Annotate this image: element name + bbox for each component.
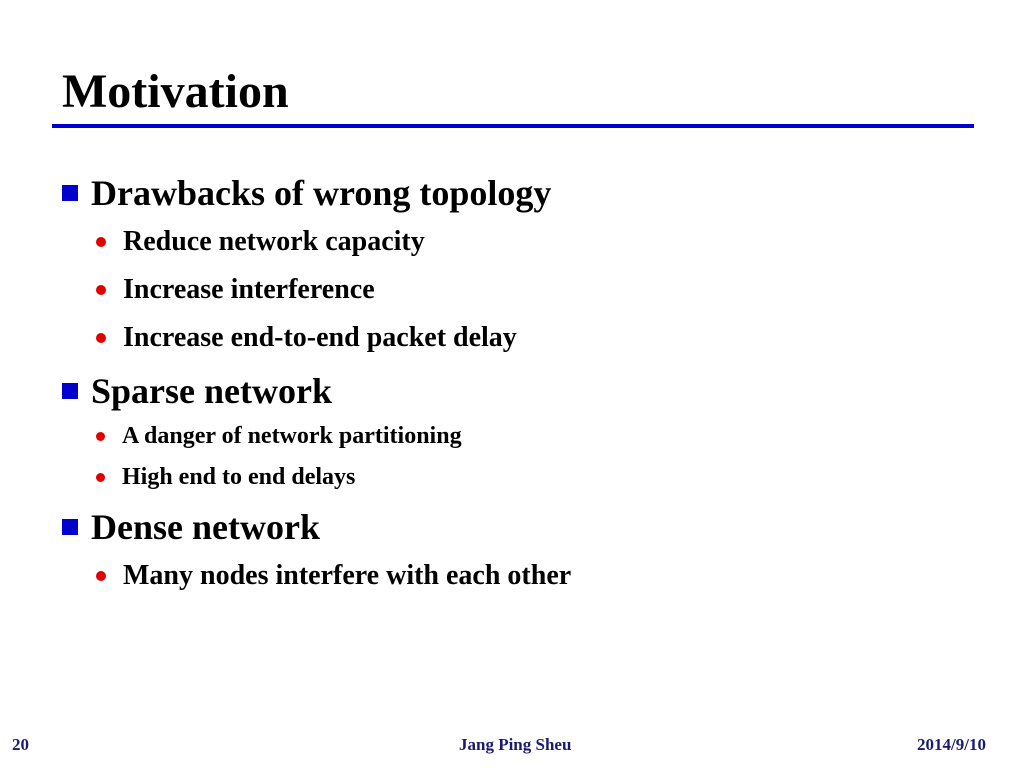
footer-author: Jang Ping Sheu [459,735,572,754]
sub-bullet-text: Many nodes interfere with each other [123,560,572,591]
round-bullet-icon [96,285,106,295]
sub-bullet [96,266,960,314]
sub-bullet [96,552,960,600]
round-bullet-icon [96,432,105,441]
sub-bullet [96,314,960,362]
footer-date: 2014/9/10 [917,735,986,754]
sub-bullet-text: Increase interference [123,274,375,305]
square-bullet-icon [62,383,78,399]
slide-content [60,164,960,600]
bullet-text: Drawbacks of wrong topology [91,173,552,213]
title-underline [52,124,974,128]
bullet-drawbacks [60,168,960,218]
sub-bullet-text: A danger of network partitioning [122,423,462,449]
page-number: 20 [12,735,29,754]
sub-bullet-text: High end to end delays [122,464,356,490]
round-bullet-icon [96,237,106,247]
bullet-text: Sparse network [91,371,332,411]
slide-title: Motivation [62,65,289,118]
square-bullet-icon [62,185,78,201]
bullet-dense-network [60,502,960,552]
bullet-sparse-network [60,366,960,416]
sub-bullet-text: Reduce network capacity [123,226,425,257]
sub-bullet [96,218,960,266]
round-bullet-icon [96,473,105,482]
bullet-text: Dense network [91,507,320,547]
square-bullet-icon [62,519,78,535]
round-bullet-icon [96,571,106,581]
sub-bullet [96,416,960,457]
sub-bullet-text: Increase end-to-end packet delay [123,322,517,353]
round-bullet-icon [96,333,106,343]
sub-bullet [96,457,960,498]
